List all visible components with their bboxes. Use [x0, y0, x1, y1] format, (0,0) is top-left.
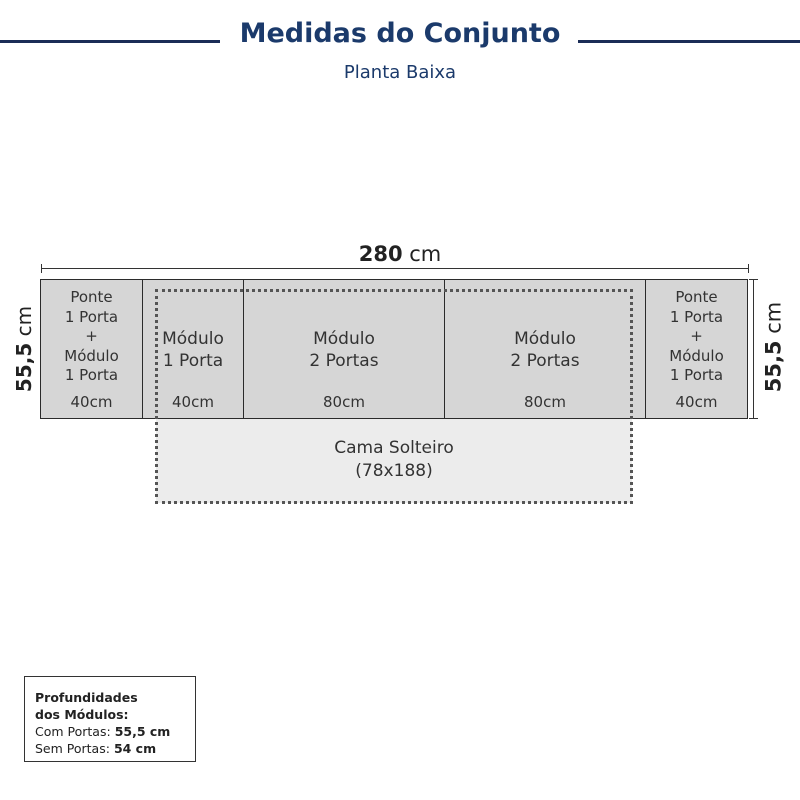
module-name-line: Módulo — [313, 329, 375, 349]
bed-name: Cama Solteiro — [334, 438, 454, 458]
depth-without-doors — [35, 740, 195, 757]
module-name-line: 1 Porta — [64, 307, 119, 326]
depth-label-right — [761, 302, 785, 393]
module-width: 40cm — [70, 393, 113, 411]
depth-with-doors — [35, 723, 195, 740]
depth-info-heading-1: Profundidades — [35, 690, 138, 705]
module-name-line: Ponte — [675, 288, 718, 306]
module-name-line: + — [85, 327, 98, 345]
depth-line-right — [753, 279, 754, 419]
depth-without-doors-label: Sem Portas: — [35, 741, 110, 756]
module-bridge-right — [645, 279, 748, 419]
bed-label — [155, 437, 633, 483]
module-name-line: 2 Portas — [309, 351, 379, 371]
module-name-line: Módulo — [64, 346, 119, 365]
bed-size: (78x188) — [355, 461, 433, 481]
overall-width-label — [0, 242, 800, 266]
depth-tick-right-top — [749, 279, 758, 280]
page-title: Medidas do Conjunto — [239, 18, 561, 49]
module-width: 40cm — [172, 393, 214, 411]
overall-width-tick-right — [748, 264, 749, 273]
module-name-line: Módulo — [514, 329, 576, 349]
module-name-line: Ponte — [70, 288, 113, 306]
overall-width-tick-left — [41, 264, 42, 273]
module-name-line: Módulo — [669, 346, 724, 365]
module-name-line: + — [690, 327, 703, 345]
overall-width-value: 280 — [358, 242, 403, 266]
module-name-line: 2 Portas — [510, 351, 580, 371]
depth-with-doors-label: Com Portas: — [35, 724, 111, 739]
module-name-line: Módulo — [162, 329, 224, 349]
module-width: 80cm — [323, 393, 365, 411]
depth-info-box — [24, 676, 196, 762]
depth-unit-right: cm — [761, 301, 786, 334]
module-name-line: 1 Porta — [669, 307, 724, 326]
module-name-line: 1 Porta — [162, 351, 224, 371]
depth-with-doors-value: 55,5 cm — [114, 724, 171, 739]
depth-label-left — [12, 306, 36, 392]
depth-value-left: 55,5 — [12, 342, 37, 393]
depth-info-heading-2: dos Módulos: — [35, 707, 129, 722]
depth-tick-right-bottom — [749, 418, 758, 419]
depth-value-right: 55,5 — [761, 340, 786, 393]
module-width: 80cm — [524, 393, 566, 411]
module-bridge-left — [40, 279, 143, 419]
module-width: 40cm — [675, 393, 718, 411]
depth-without-doors-value: 54 cm — [113, 741, 157, 756]
page-subtitle: Planta Baixa — [343, 62, 457, 83]
module-name-line: 1 Porta — [64, 366, 119, 384]
overall-width-line — [42, 268, 748, 269]
overall-width-unit: cm — [409, 242, 442, 266]
module-name-line: 1 Porta — [669, 366, 724, 384]
depth-unit-left: cm — [12, 305, 37, 337]
